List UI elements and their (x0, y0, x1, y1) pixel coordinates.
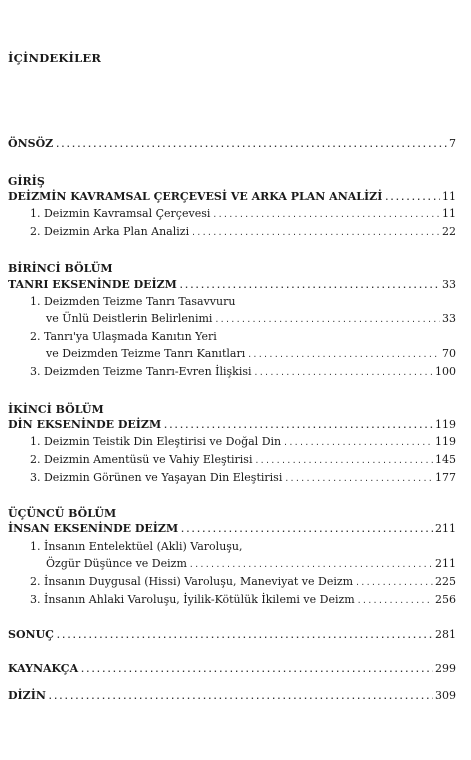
dot-leader (80, 663, 433, 677)
section-label-ikinci: İKİNCİ BÖLÜM (8, 403, 104, 416)
toc-title: İÇİNDEKİLER (8, 51, 102, 65)
entry-label: İNSAN EKSENİNDE DEİZM (8, 522, 179, 535)
entry-label: 2. Deizmin Amentüsü ve Vahiy Eleştirisi (30, 453, 253, 466)
dot-leader (384, 191, 440, 205)
entry-label: 1. Deizmin Teistik Din Eleştirisi ve Doğal Din (30, 435, 282, 448)
entry-page: 70 (442, 347, 456, 360)
entry-page: 33 (442, 312, 456, 325)
toc-entry (46, 347, 456, 362)
section-label-giris: GİRİŞ (8, 175, 45, 188)
dot-leader (284, 472, 433, 486)
toc-entry (30, 207, 456, 222)
toc-entry (30, 575, 456, 590)
entry-label: 1. Deizmin Kavramsal Çerçevesi (30, 207, 211, 220)
toc-entry-line: 2. Tanrı'ya Ulaşmada Kanıtın Yeri (30, 330, 217, 343)
toc-entry-ucuncu-heading (8, 522, 456, 537)
entry-page: 256 (435, 593, 456, 606)
entry-page: 11 (442, 207, 456, 220)
dot-leader (254, 454, 433, 468)
toc-entry (30, 225, 456, 240)
toc-entry (30, 471, 456, 486)
toc-entry-sonuc (8, 628, 456, 643)
section-label-birinci: BİRİNCİ BÖLÜM (8, 262, 113, 275)
entry-page: 211 (435, 522, 456, 535)
entry-label: DİZİN (8, 689, 46, 702)
entry-page: 7 (449, 137, 456, 150)
dot-leader (48, 690, 433, 704)
entry-label: Özgür Düşünce ve Deizm (46, 557, 187, 570)
dot-leader (56, 629, 433, 643)
toc-entry-birinci-heading (8, 278, 456, 293)
dot-leader (179, 279, 440, 293)
toc-entry (30, 453, 456, 468)
entry-page: 11 (442, 190, 456, 203)
dot-leader (357, 594, 433, 608)
toc-entry (30, 593, 456, 608)
dot-leader (163, 419, 433, 433)
entry-label: 3. Deizmin Görünen ve Yaşayan Din Eleştirisi (30, 471, 283, 484)
dot-leader (254, 366, 433, 380)
entry-page: 119 (435, 418, 456, 431)
entry-label: 2. Deizmin Arka Plan Analizi (30, 225, 190, 238)
entry-page: 33 (442, 278, 456, 291)
entry-page: 177 (435, 471, 456, 484)
dot-leader (355, 576, 433, 590)
toc-entry-kaynakca (8, 662, 456, 677)
entry-page: 281 (435, 628, 456, 641)
entry-page: 309 (435, 689, 456, 702)
dot-leader (212, 208, 440, 222)
entry-page: 119 (435, 435, 456, 448)
toc-entry (46, 312, 456, 327)
dot-leader (189, 558, 433, 572)
entry-page: 211 (435, 557, 456, 570)
entry-label: DEİZMİN KAVRAMSAL ÇERÇEVESİ VE ARKA PLAN ANALİZİ (8, 190, 383, 203)
entry-label: DİN EKSENİNDE DEİZM (8, 418, 162, 431)
toc-entry-giris-heading (8, 190, 456, 205)
section-label-ucuncu: ÜÇÜNCÜ BÖLÜM (8, 507, 117, 520)
entry-page: 100 (435, 365, 456, 378)
entry-label: TANRI EKSENİNDE DEİZM (8, 278, 177, 291)
toc-entry-line: 1. Deizmden Teizme Tanrı Tasavvuru (30, 295, 236, 308)
entry-label: 3. İnsanın Ahlaki Varoluşu, İyilik-Kötülük İkilemi ve Deizm (30, 593, 355, 606)
dot-leader (191, 226, 440, 240)
toc-entry-dizin (8, 689, 456, 704)
entry-page: 299 (435, 662, 456, 675)
toc-entry (46, 557, 456, 572)
dot-leader (180, 523, 433, 537)
entry-label: 3. Deizmden Teizme Tanrı-Evren İlişkisi (30, 365, 252, 378)
dot-leader (283, 436, 433, 450)
toc-entry-line: 1. İnsanın Entelektüel (Akli) Varoluşu, (30, 540, 243, 553)
entry-label: KAYNAKÇA (8, 662, 79, 675)
entry-label: ve Ünlü Deistlerin Belirlenimi (46, 312, 213, 325)
dot-leader (247, 348, 440, 362)
entry-label: 2. İnsanın Duygusal (Hissi) Varoluşu, Maneviyat ve Deizm (30, 575, 354, 588)
toc-entry (30, 435, 456, 450)
toc-entry (30, 365, 456, 380)
entry-page: 22 (442, 225, 456, 238)
entry-label: ÖNSÖZ (8, 137, 54, 150)
entry-label: SONUÇ (8, 628, 54, 641)
dot-leader (55, 138, 447, 152)
toc-entry-ikinci-heading (8, 418, 456, 433)
entry-label: ve Deizmden Teizme Tanrı Kanıtları (46, 347, 246, 360)
entry-page: 145 (435, 453, 456, 466)
entry-page: 225 (435, 575, 456, 588)
dot-leader (214, 313, 440, 327)
toc-entry-onsoz (8, 137, 456, 152)
